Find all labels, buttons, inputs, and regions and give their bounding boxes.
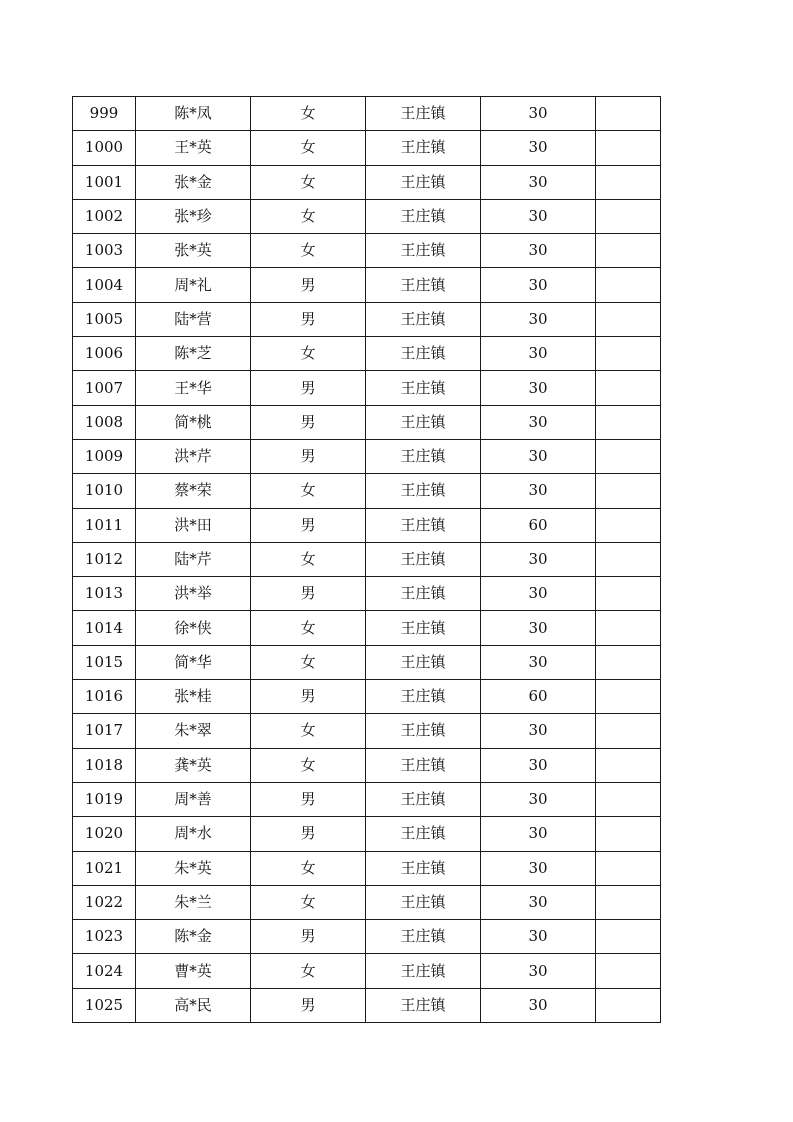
cell-name: 张*英 (136, 234, 251, 268)
cell-sex: 男 (251, 988, 366, 1022)
cell-town: 王庄镇 (366, 680, 481, 714)
cell-sex: 女 (251, 199, 366, 233)
cell-town: 王庄镇 (366, 508, 481, 542)
cell-number: 1004 (73, 268, 136, 302)
cell-note (596, 920, 661, 954)
cell-amount: 60 (481, 680, 596, 714)
table-row (73, 337, 661, 371)
cell-sex: 男 (251, 302, 366, 336)
cell-number: 1017 (73, 714, 136, 748)
cell-amount: 30 (481, 405, 596, 439)
cell-number: 1024 (73, 954, 136, 988)
cell-note (596, 302, 661, 336)
cell-town: 王庄镇 (366, 439, 481, 473)
cell-note (596, 371, 661, 405)
cell-note (596, 439, 661, 473)
cell-sex: 男 (251, 817, 366, 851)
cell-town: 王庄镇 (366, 234, 481, 268)
table-row (73, 405, 661, 439)
cell-note (596, 680, 661, 714)
table-row (73, 611, 661, 645)
cell-note (596, 199, 661, 233)
cell-amount: 30 (481, 714, 596, 748)
cell-amount: 30 (481, 817, 596, 851)
cell-town: 王庄镇 (366, 920, 481, 954)
cell-number: 1010 (73, 474, 136, 508)
cell-number: 1006 (73, 337, 136, 371)
cell-number: 1021 (73, 851, 136, 885)
cell-sex: 女 (251, 234, 366, 268)
cell-town: 王庄镇 (366, 988, 481, 1022)
table-row (73, 817, 661, 851)
table-row (73, 954, 661, 988)
cell-amount: 30 (481, 851, 596, 885)
table-row (73, 302, 661, 336)
cell-number: 1007 (73, 371, 136, 405)
cell-sex: 女 (251, 131, 366, 165)
cell-name: 徐*侠 (136, 611, 251, 645)
cell-town: 王庄镇 (366, 165, 481, 199)
cell-number: 1001 (73, 165, 136, 199)
table-row (73, 782, 661, 816)
cell-number: 1009 (73, 439, 136, 473)
cell-amount: 30 (481, 268, 596, 302)
cell-amount: 30 (481, 199, 596, 233)
cell-note (596, 508, 661, 542)
cell-sex: 男 (251, 405, 366, 439)
cell-town: 王庄镇 (366, 851, 481, 885)
cell-note (596, 611, 661, 645)
cell-number: 1012 (73, 542, 136, 576)
table-row (73, 97, 661, 131)
table-row (73, 680, 661, 714)
table-row (73, 439, 661, 473)
cell-note (596, 268, 661, 302)
cell-amount: 30 (481, 165, 596, 199)
cell-name: 周*水 (136, 817, 251, 851)
cell-town: 王庄镇 (366, 577, 481, 611)
cell-sex: 女 (251, 851, 366, 885)
table-row (73, 199, 661, 233)
cell-name: 王*华 (136, 371, 251, 405)
cell-town: 王庄镇 (366, 954, 481, 988)
cell-sex: 男 (251, 577, 366, 611)
cell-sex: 女 (251, 542, 366, 576)
cell-town: 王庄镇 (366, 611, 481, 645)
table-row (73, 988, 661, 1022)
table-row (73, 234, 661, 268)
cell-town: 王庄镇 (366, 131, 481, 165)
table-row (73, 851, 661, 885)
cell-number: 1019 (73, 782, 136, 816)
cell-amount: 30 (481, 954, 596, 988)
cell-number: 1025 (73, 988, 136, 1022)
cell-name: 张*桂 (136, 680, 251, 714)
cell-name: 高*民 (136, 988, 251, 1022)
cell-town: 王庄镇 (366, 337, 481, 371)
table-row (73, 542, 661, 576)
cell-note (596, 542, 661, 576)
cell-note (596, 577, 661, 611)
cell-sex: 女 (251, 97, 366, 131)
cell-town: 王庄镇 (366, 542, 481, 576)
cell-amount: 30 (481, 988, 596, 1022)
cell-note (596, 645, 661, 679)
cell-name: 陈*芝 (136, 337, 251, 371)
cell-note (596, 954, 661, 988)
cell-sex: 男 (251, 371, 366, 405)
cell-note (596, 748, 661, 782)
cell-name: 张*珍 (136, 199, 251, 233)
cell-town: 王庄镇 (366, 97, 481, 131)
cell-name: 洪*芹 (136, 439, 251, 473)
cell-sex: 男 (251, 782, 366, 816)
cell-number: 1000 (73, 131, 136, 165)
cell-amount: 30 (481, 782, 596, 816)
cell-name: 张*金 (136, 165, 251, 199)
cell-amount: 30 (481, 97, 596, 131)
table-row (73, 165, 661, 199)
cell-sex: 女 (251, 954, 366, 988)
table-row (73, 748, 661, 782)
cell-sex: 女 (251, 645, 366, 679)
cell-sex: 女 (251, 474, 366, 508)
table-row (73, 577, 661, 611)
cell-sex: 男 (251, 268, 366, 302)
cell-town: 王庄镇 (366, 199, 481, 233)
cell-number: 1005 (73, 302, 136, 336)
cell-town: 王庄镇 (366, 371, 481, 405)
cell-note (596, 131, 661, 165)
cell-amount: 30 (481, 439, 596, 473)
cell-amount: 30 (481, 302, 596, 336)
cell-number: 1002 (73, 199, 136, 233)
cell-amount: 30 (481, 337, 596, 371)
table-row (73, 131, 661, 165)
cell-number: 1020 (73, 817, 136, 851)
cell-amount: 30 (481, 371, 596, 405)
table-row (73, 645, 661, 679)
cell-number: 1022 (73, 885, 136, 919)
cell-name: 朱*英 (136, 851, 251, 885)
cell-sex: 男 (251, 680, 366, 714)
cell-name: 蔡*荣 (136, 474, 251, 508)
cell-number: 1011 (73, 508, 136, 542)
cell-name: 朱*翠 (136, 714, 251, 748)
cell-sex: 女 (251, 714, 366, 748)
cell-name: 洪*举 (136, 577, 251, 611)
table-row (73, 885, 661, 919)
cell-name: 曹*英 (136, 954, 251, 988)
cell-amount: 30 (481, 920, 596, 954)
cell-name: 陈*凤 (136, 97, 251, 131)
cell-number: 1003 (73, 234, 136, 268)
table-row (73, 371, 661, 405)
cell-name: 陆*芹 (136, 542, 251, 576)
cell-town: 王庄镇 (366, 748, 481, 782)
cell-note (596, 851, 661, 885)
table-row (73, 920, 661, 954)
roster-table-body (73, 97, 661, 1023)
cell-name: 陈*金 (136, 920, 251, 954)
cell-note (596, 988, 661, 1022)
cell-amount: 60 (481, 508, 596, 542)
cell-name: 龚*英 (136, 748, 251, 782)
cell-name: 朱*兰 (136, 885, 251, 919)
cell-town: 王庄镇 (366, 817, 481, 851)
cell-sex: 男 (251, 508, 366, 542)
cell-name: 周*礼 (136, 268, 251, 302)
cell-amount: 30 (481, 611, 596, 645)
cell-town: 王庄镇 (366, 885, 481, 919)
cell-name: 简*桃 (136, 405, 251, 439)
cell-sex: 女 (251, 165, 366, 199)
cell-note (596, 234, 661, 268)
table-row (73, 474, 661, 508)
cell-town: 王庄镇 (366, 645, 481, 679)
cell-note (596, 97, 661, 131)
cell-number: 1015 (73, 645, 136, 679)
cell-amount: 30 (481, 577, 596, 611)
table-row (73, 268, 661, 302)
cell-name: 简*华 (136, 645, 251, 679)
roster-table (72, 96, 661, 1023)
table-row (73, 508, 661, 542)
cell-name: 王*英 (136, 131, 251, 165)
cell-number: 1014 (73, 611, 136, 645)
cell-town: 王庄镇 (366, 782, 481, 816)
cell-amount: 30 (481, 234, 596, 268)
cell-amount: 30 (481, 542, 596, 576)
cell-town: 王庄镇 (366, 405, 481, 439)
cell-name: 洪*田 (136, 508, 251, 542)
cell-town: 王庄镇 (366, 302, 481, 336)
cell-note (596, 782, 661, 816)
cell-note (596, 885, 661, 919)
cell-number: 1008 (73, 405, 136, 439)
cell-note (596, 817, 661, 851)
cell-number: 999 (73, 97, 136, 131)
table-row (73, 714, 661, 748)
cell-sex: 男 (251, 439, 366, 473)
cell-note (596, 165, 661, 199)
cell-sex: 女 (251, 611, 366, 645)
document-page (72, 96, 661, 1023)
cell-sex: 女 (251, 337, 366, 371)
cell-sex: 女 (251, 748, 366, 782)
cell-note (596, 474, 661, 508)
cell-town: 王庄镇 (366, 268, 481, 302)
cell-number: 1016 (73, 680, 136, 714)
cell-amount: 30 (481, 885, 596, 919)
cell-number: 1023 (73, 920, 136, 954)
cell-amount: 30 (481, 645, 596, 679)
cell-sex: 男 (251, 920, 366, 954)
cell-town: 王庄镇 (366, 474, 481, 508)
cell-note (596, 714, 661, 748)
cell-amount: 30 (481, 474, 596, 508)
cell-number: 1013 (73, 577, 136, 611)
cell-note (596, 337, 661, 371)
cell-sex: 女 (251, 885, 366, 919)
cell-amount: 30 (481, 748, 596, 782)
cell-amount: 30 (481, 131, 596, 165)
cell-number: 1018 (73, 748, 136, 782)
cell-town: 王庄镇 (366, 714, 481, 748)
cell-name: 陆*营 (136, 302, 251, 336)
cell-name: 周*善 (136, 782, 251, 816)
cell-note (596, 405, 661, 439)
